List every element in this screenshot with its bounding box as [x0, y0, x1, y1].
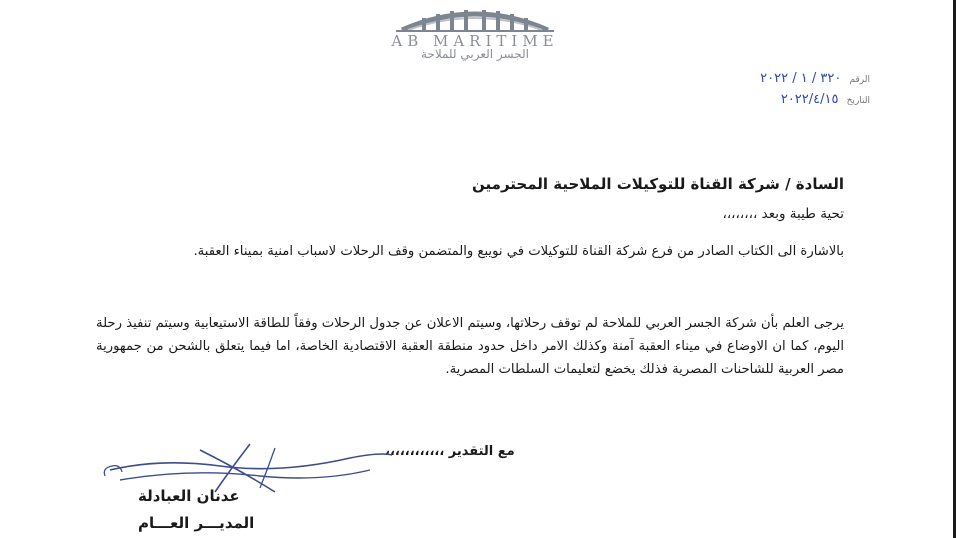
reference-date-label: التاريخ: [846, 96, 870, 106]
logo-company-name-ar: الجسر العربي للملاحة: [420, 47, 529, 61]
reference-number: [760, 71, 870, 86]
recipient-heading: السادة / شركة القناة للتوكيلات الملاحية المحترمين: [472, 175, 844, 193]
reference-date: [781, 92, 870, 107]
reference-number-label: الرقم: [849, 75, 870, 85]
company-logo: [360, 4, 590, 66]
signer-title: المديـــر العـــام: [138, 514, 255, 532]
reference-date-value: ٢٠٢٢/٤/١٥: [780, 92, 839, 107]
paragraph-main: يرجى العلم بأن شركة الجسر العربي للملاحة لم توقف رحلاتها، وسيتم الاعلان عن جدول الرحلات وفقاً للطاقة الاستيعابية وسيتم تنفيذ رحلة اليوم، كما ان الاوضاع في ميناء العقبة آمنة وكذلك الامر داخل حدود منطقة العقبة الاقتصادية الخاصة، اما فيما يتعلق بالشحن من جمهورية مصر العربية للشاحنات المصرية فذلك يخضع لتعليمات السلطات المصرية.: [96, 316, 844, 377]
reference-number-value: ٣٢٠ / ١ / ٢٠٢٢: [760, 71, 842, 86]
greeting: تحية طيبة وبعد ،،،،،،،،: [722, 206, 844, 222]
logo-company-name-en: AB MARITIME: [391, 32, 559, 50]
bridge-logo-icon: [360, 4, 590, 34]
paragraph-reference: بالاشارة الى الكتاب الصادر من فرع شركة القناة للتوكيلات في نويبع والمتضمن وقف الرحلات لاسباب امنية بميناء العقبة.: [193, 244, 844, 259]
signer-name: عدنان العبادلة: [138, 487, 240, 505]
closing-regards: مع التقدير ،،،،،،،،،،،،: [385, 444, 515, 459]
